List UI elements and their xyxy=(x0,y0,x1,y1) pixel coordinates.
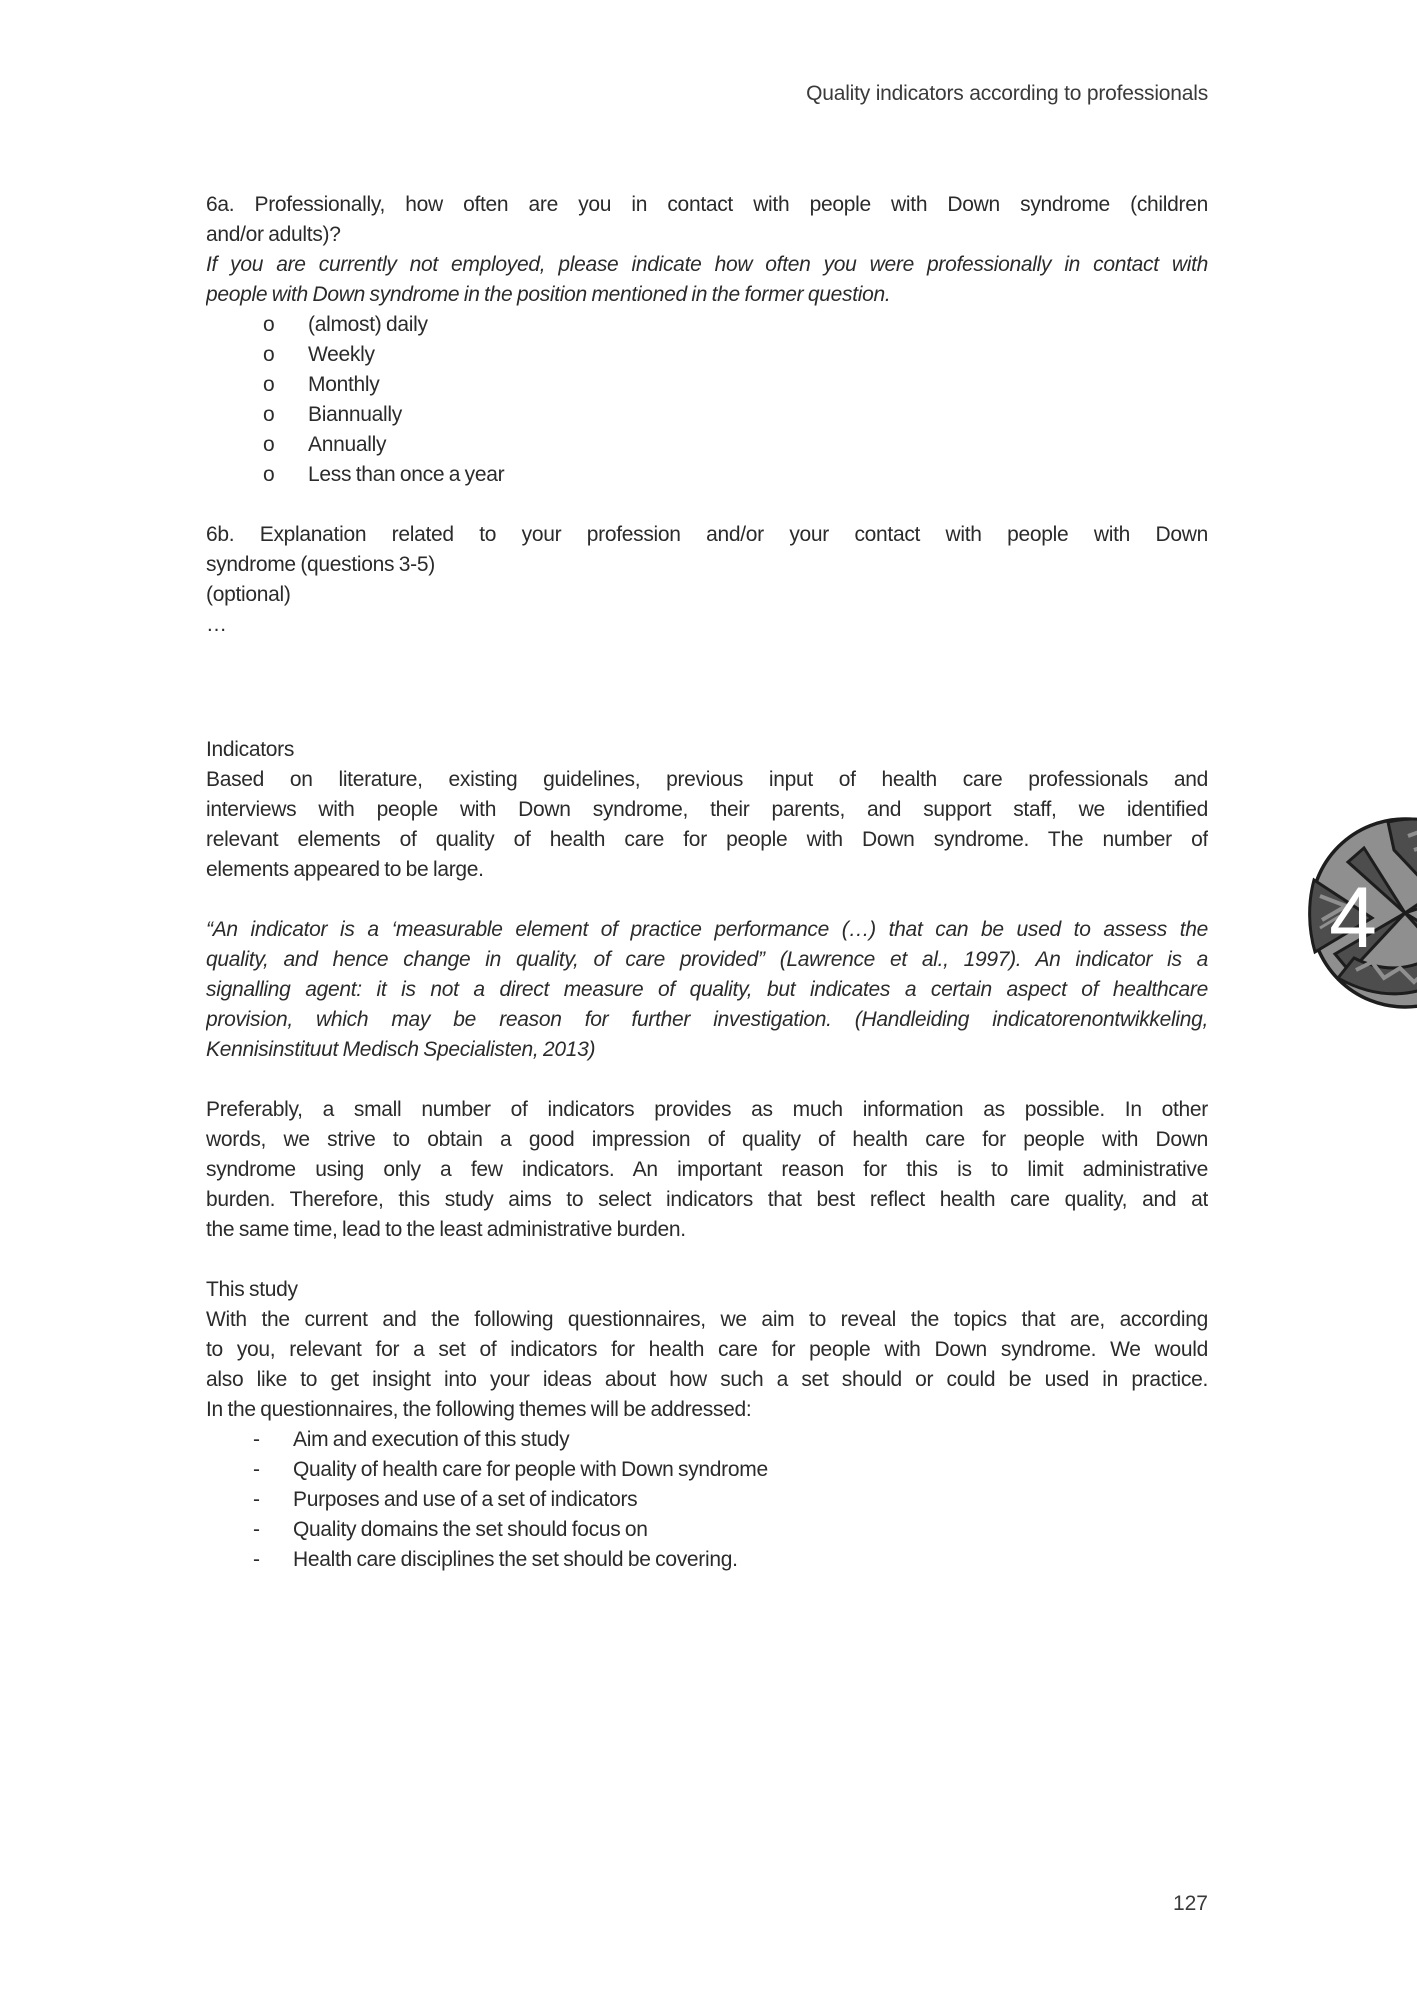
radio-marker: o xyxy=(263,463,275,486)
answer-ellipsis: … xyxy=(206,613,227,636)
page-number: 127 xyxy=(1172,1892,1208,1915)
theme-item xyxy=(206,1425,1208,1455)
question-6b: 6b. Explanation related to your profession and/or your contact with people with Down syndrome (questions 3-5) xyxy=(206,523,1208,576)
q6a-option xyxy=(206,340,1208,370)
theme-label: Quality of health care for people with Down syndrome xyxy=(293,1458,768,1481)
chapter-number: 4 xyxy=(1329,870,1377,966)
option-label: Monthly xyxy=(308,373,380,396)
theme-label: Quality domains the set should focus on xyxy=(293,1518,648,1541)
dash-marker: - xyxy=(253,1428,260,1451)
content-block xyxy=(206,190,1208,1575)
question-6b-optional: (optional) xyxy=(206,583,291,606)
dash-marker: - xyxy=(253,1518,260,1541)
chapter-badge-art xyxy=(1290,810,1417,1020)
q6a-options xyxy=(206,310,1208,490)
this-study-paragraph: With the current and the following questionnaires, we aim to reveal the topics that are, according to you, relevant for a set of indicators for health care for people with Down syndrome. We would also like to get insight into your ideas about how such a set should or could be used in practice. In the questionnaires, the following themes will be addressed: xyxy=(206,1308,1208,1421)
theme-item xyxy=(206,1545,1208,1575)
option-label: (almost) daily xyxy=(308,313,428,336)
q6a-option xyxy=(206,430,1208,460)
q6a-option xyxy=(206,370,1208,400)
theme-label: Purposes and use of a set of indicators xyxy=(293,1488,638,1511)
option-label: Weekly xyxy=(308,343,375,366)
running-header: Quality indicators according to professionals xyxy=(806,82,1208,105)
indicator-definition-quote: “An indicator is a ‘measurable element of practice performance (…) that can be used to assess the quality, and hence change in quality, of care provided” (Lawrence et al., 1997). An indicator is a signalling agent: it is not a direct measure of quality, but indicates a certain aspect of healthcare provision, which may be reason for further investigation. (Handleiding indicatorenontwikkeling, Kennisinstituut Medisch Specialisten, 2013) xyxy=(206,918,1208,1061)
question-6a-note: If you are currently not employed, please indicate how often you were professionally in contact with people with Down syndrome in the position mentioned in the former question. xyxy=(206,253,1208,306)
question-6a: 6a. Professionally, how often are you in contact with people with Down syndrome (children and/or adults)? xyxy=(206,193,1208,246)
option-label: Biannually xyxy=(308,403,402,426)
radio-marker: o xyxy=(263,403,275,426)
this-study-heading: This study xyxy=(206,1278,298,1301)
theme-item xyxy=(206,1515,1208,1545)
option-label: Less than once a year xyxy=(308,463,505,486)
radio-marker: o xyxy=(263,433,275,456)
preferably-paragraph: Preferably, a small number of indicators provides as much information as possible. In other words, we strive to obtain a good impression of quality of health care for people with Down syndrome using only a few indicators. An important reason for this is to limit administrative burden. Therefore, this study aims to select indicators that best reflect health care quality, and at the same time, lead to the least administrative burden. xyxy=(206,1098,1208,1241)
dash-marker: - xyxy=(253,1488,260,1511)
radio-marker: o xyxy=(263,373,275,396)
option-label: Annually xyxy=(308,433,387,456)
indicators-paragraph: Based on literature, existing guidelines, previous input of health care professionals and interviews with people with Down syndrome, their parents, and support staff, we identified relevant elements of quality of health care for people with Down syndrome. The number of elements appeared to be large. xyxy=(206,768,1208,881)
themes-list xyxy=(206,1425,1208,1575)
radio-marker: o xyxy=(263,343,275,366)
q6a-option xyxy=(206,460,1208,490)
dash-marker: - xyxy=(253,1458,260,1481)
radio-marker: o xyxy=(263,313,275,336)
indicators-heading: Indicators xyxy=(206,738,295,761)
theme-item xyxy=(206,1455,1208,1485)
dash-marker: - xyxy=(253,1548,260,1571)
chapter-badge xyxy=(1290,810,1417,1020)
theme-label: Health care disciplines the set should be covering. xyxy=(293,1548,738,1571)
q6a-option xyxy=(206,310,1208,340)
q6a-option xyxy=(206,400,1208,430)
theme-label: Aim and execution of this study xyxy=(293,1428,570,1451)
theme-item xyxy=(206,1485,1208,1515)
